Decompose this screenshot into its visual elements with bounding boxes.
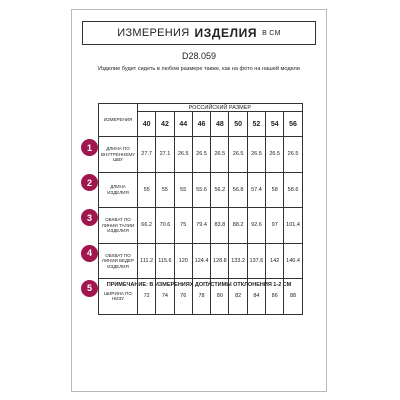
measurement-value: 66.2 bbox=[138, 208, 156, 244]
measurement-value: 82 bbox=[229, 279, 247, 315]
measurement-value: 56.2 bbox=[211, 172, 229, 208]
table-row bbox=[99, 172, 303, 208]
table-row bbox=[99, 243, 303, 279]
row-number-badge: 1 bbox=[81, 139, 98, 156]
row-number-badge: 2 bbox=[81, 174, 98, 191]
measurement-value: 72 bbox=[138, 279, 156, 315]
title-units: В СМ bbox=[262, 29, 281, 37]
measurement-value: 27.1 bbox=[156, 137, 174, 173]
measurement-value: 86 bbox=[266, 279, 284, 315]
measurement-value: 76 bbox=[174, 279, 192, 315]
measurement-value: 26.5 bbox=[247, 137, 265, 173]
measurement-value: 26.5 bbox=[192, 137, 210, 173]
measurement-value: 88 bbox=[284, 279, 302, 315]
measurement-value: 58 bbox=[266, 172, 284, 208]
measurement-value: 115.6 bbox=[156, 243, 174, 279]
measurement-value: 55.6 bbox=[192, 172, 210, 208]
measurement-value: 55 bbox=[156, 172, 174, 208]
size-header-cell: 40 bbox=[138, 112, 156, 137]
measurement-value: 137.6 bbox=[247, 243, 265, 279]
measurement-value: 83.8 bbox=[211, 208, 229, 244]
measurement-value: 133.2 bbox=[229, 243, 247, 279]
measurement-value: 146.4 bbox=[284, 243, 302, 279]
row-number-badge: 3 bbox=[81, 209, 98, 226]
measurement-value: 27.7 bbox=[138, 137, 156, 173]
measurement-label: ДЛИНА ИЗДЕЛИЯ bbox=[99, 172, 138, 208]
measurement-value: 55 bbox=[138, 172, 156, 208]
size-header-cell: 46 bbox=[192, 112, 210, 137]
size-header-cell: 44 bbox=[174, 112, 192, 137]
measurement-value: 26.5 bbox=[174, 137, 192, 173]
title-box bbox=[82, 21, 316, 45]
size-header-cell: 42 bbox=[156, 112, 174, 137]
size-header-cell: 52 bbox=[247, 112, 265, 137]
tolerance-note: ПРИМЕЧАНИЕ: В ИЗМЕРЕНИЯХ ДОПУСТИМЫ ОТКЛОНЕНИЯ 1-2 СМ bbox=[106, 282, 292, 288]
measurement-value: 70.6 bbox=[156, 208, 174, 244]
measurement-label: ШИРИНА ПО НИЗУ bbox=[99, 279, 138, 315]
measurement-value: 55 bbox=[174, 172, 192, 208]
measurement-value: 26.5 bbox=[266, 137, 284, 173]
measurement-label: ОБХВАТ ПО ЛИНИИ ТАЛИИ ИЗДЕЛИЯ bbox=[99, 208, 138, 244]
measurement-value: 124.4 bbox=[192, 243, 210, 279]
measurement-value: 142 bbox=[266, 243, 284, 279]
product-code: D28.059 bbox=[181, 51, 217, 61]
measurement-label: ОБХВАТ ПО ЛИНИИ БЕДЕР ИЗДЕЛИЯ bbox=[99, 243, 138, 279]
measurement-value: 26.5 bbox=[229, 137, 247, 173]
size-chart-card bbox=[71, 9, 327, 392]
size-header-cell: 50 bbox=[229, 112, 247, 137]
measurement-value: 79.4 bbox=[192, 208, 210, 244]
measurement-value: 111.2 bbox=[138, 243, 156, 279]
measurement-value: 74 bbox=[156, 279, 174, 315]
measurement-value: 84 bbox=[247, 279, 265, 315]
title-measurements: ИЗМЕРЕНИЯ bbox=[117, 27, 190, 39]
fit-note: Изделие будет сидеть в любом размере также, как на фото на нашей модели bbox=[98, 66, 300, 72]
row-number-badge: 4 bbox=[81, 245, 98, 262]
measurement-value: 58.6 bbox=[284, 172, 302, 208]
title-item: ИЗДЕЛИЯ bbox=[194, 26, 258, 40]
measurement-label: ДЛИНА ПО ВНУТРЕННЕМУ ШВУ bbox=[99, 137, 138, 173]
measurement-value: 56.8 bbox=[229, 172, 247, 208]
size-group-header: РОССИЙСКИЙ РАЗМЕР bbox=[138, 104, 303, 112]
measurement-value: 128.8 bbox=[211, 243, 229, 279]
measurement-value: 92.6 bbox=[247, 208, 265, 244]
measurement-value: 101.4 bbox=[284, 208, 302, 244]
measurement-value: 26.5 bbox=[211, 137, 229, 173]
table-row bbox=[99, 208, 303, 244]
measurement-value: 57.4 bbox=[247, 172, 265, 208]
size-header-cell: 56 bbox=[284, 112, 302, 137]
measurement-value: 88.2 bbox=[229, 208, 247, 244]
measurement-value: 80 bbox=[211, 279, 229, 315]
size-header-cell: 54 bbox=[266, 112, 284, 137]
measurement-value: 97 bbox=[266, 208, 284, 244]
corner-label: ИЗМЕРЕНИЯ bbox=[99, 104, 138, 137]
measurement-value: 78 bbox=[192, 279, 210, 315]
table-row bbox=[99, 137, 303, 173]
size-header-cell: 48 bbox=[211, 112, 229, 137]
measurement-value: 26.5 bbox=[284, 137, 302, 173]
measurement-value: 120 bbox=[174, 243, 192, 279]
measurement-value: 75 bbox=[174, 208, 192, 244]
row-number-badge: 5 bbox=[81, 280, 98, 297]
